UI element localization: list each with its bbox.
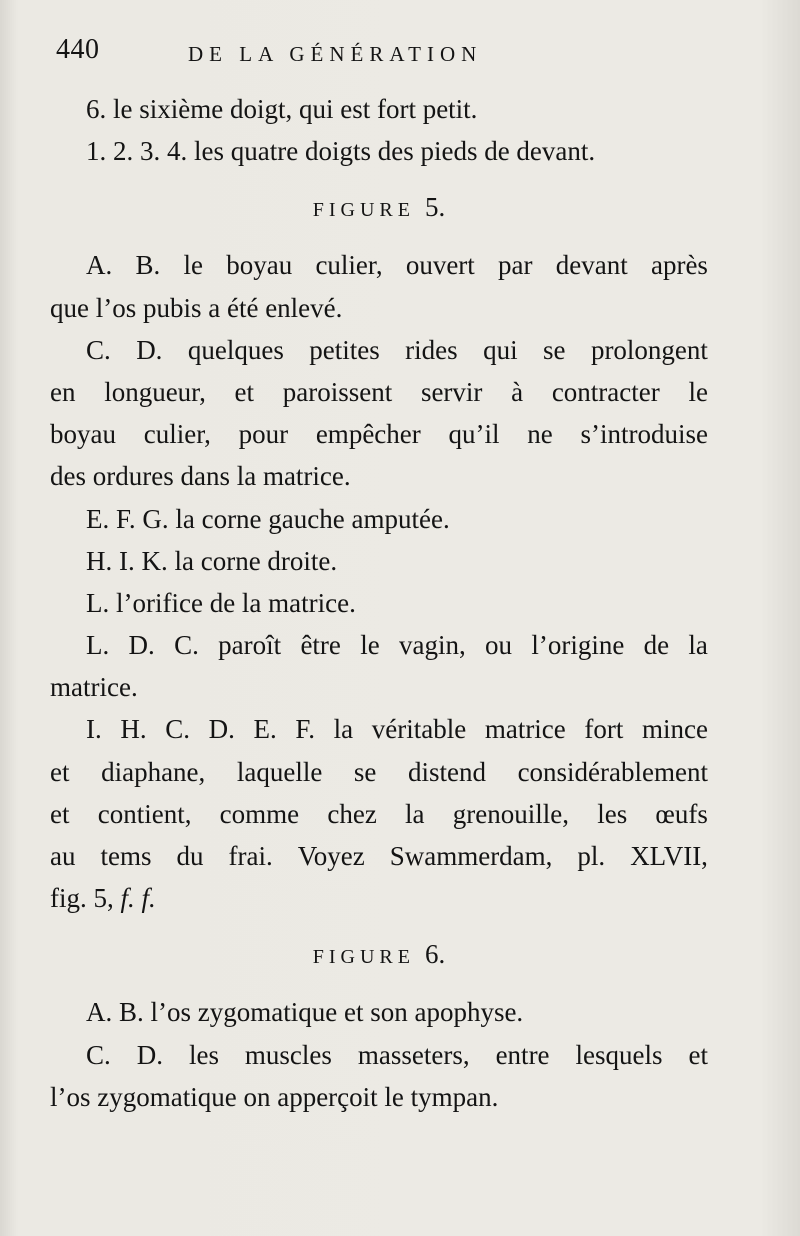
entry-line: I. H. C. D. E. F. la véritable matrice fort mince <box>86 714 708 745</box>
reference-text: fig. 5, <box>50 883 114 914</box>
entry-line: A. B. l’os zygomatique et son apophyse. <box>86 997 524 1028</box>
entry-line: des ordures dans la matrice. <box>50 461 351 492</box>
figure-5-heading <box>50 186 708 228</box>
entry-line: C. D. les muscles masseters, entre lesquels et <box>86 1039 708 1070</box>
entry-line-last <box>50 877 708 919</box>
entry-line: E. F. G. la corne gauche amputée. <box>86 503 450 534</box>
entry-line: que l’os pubis a été enlevé. <box>50 292 343 323</box>
entry-line: A. B. le boyau culier, ouvert par devant après <box>86 250 708 281</box>
entry-line: en longueur, et paroissent servir à contracter le <box>50 376 708 407</box>
entry-line: H. I. K. la corne droite. <box>86 545 338 576</box>
entry-line: L. l’orifice de la matrice. <box>86 587 356 618</box>
entry-line: et diaphane, laquelle se distend considérablement <box>50 756 708 787</box>
figure-6-heading <box>50 933 708 975</box>
figure-number: 5. <box>424 192 446 223</box>
entry-line: matrice. <box>50 672 138 703</box>
page-body <box>50 88 708 1118</box>
entry-line: boyau culier, pour empêcher qu’il ne s’introduise <box>50 419 708 450</box>
top-entries <box>50 88 708 172</box>
entry-line: 6. le sixième doigt, qui est fort petit. <box>86 94 478 124</box>
page-header <box>56 34 740 74</box>
entry-line: L. D. C. paroît être le vagin, ou l’origine de la <box>86 630 708 661</box>
reference-italic: f. f. <box>120 883 156 914</box>
figure-label: FIGURE <box>312 946 415 969</box>
figure-5-legend <box>50 244 708 919</box>
entry-line: 1. 2. 3. 4. les quatre doigts des pieds de devant. <box>86 136 596 167</box>
entry-line: au tems du frai. Voyez Swammerdam, pl. XLVII, <box>50 841 708 871</box>
figure-number: 6. <box>424 939 446 970</box>
page-number: 440 <box>56 34 100 65</box>
figure-6-legend <box>50 991 708 1118</box>
figure-label: FIGURE <box>312 199 415 222</box>
entry-line: et contient, comme chez la grenouille, les œufs <box>50 798 708 829</box>
running-title: DE LA GÉNÉRATION <box>188 42 483 66</box>
entry-line: C. D. quelques petites rides qui se prolongent <box>86 334 708 365</box>
entry-line: l’os zygomatique on apperçoit le tympan. <box>50 1081 499 1112</box>
